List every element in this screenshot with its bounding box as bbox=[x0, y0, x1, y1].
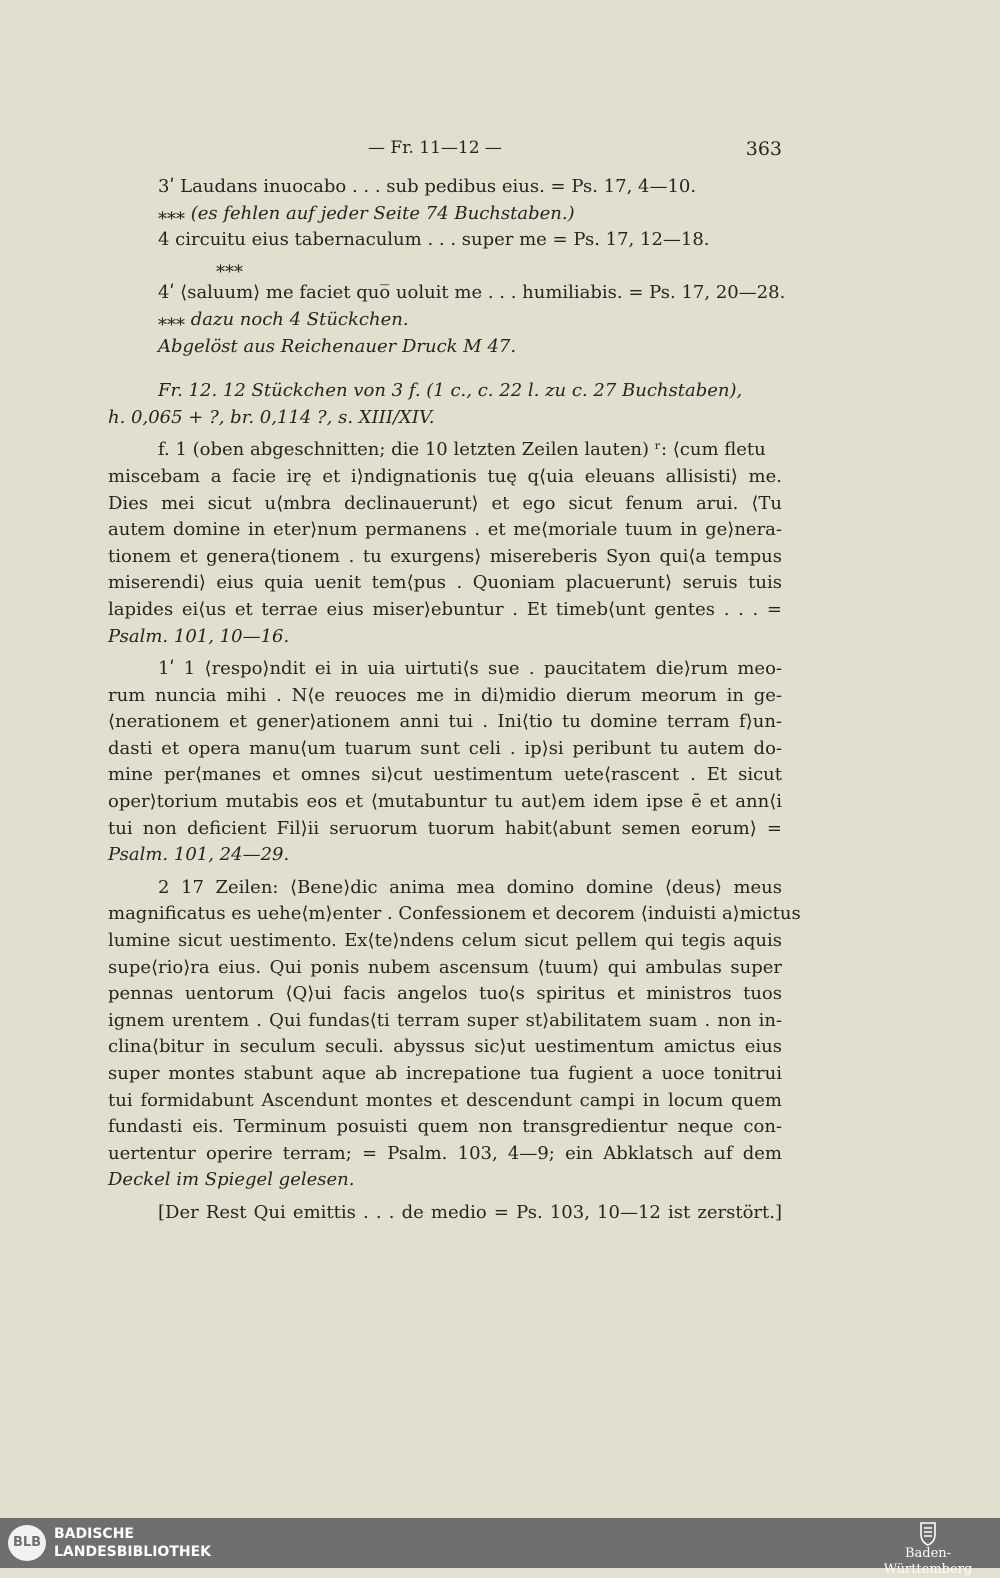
text-body bbox=[108, 174, 801, 1227]
asterism: ⁎⁎⁎ bbox=[216, 255, 243, 277]
text-line: ⁎⁎⁎ dazu noch 4 Stückchen. bbox=[158, 308, 409, 330]
text-line: lumine sicut uestimento. Ex⟨te⟩ndens celum sicut pellem qui tegis aquis bbox=[108, 930, 782, 952]
text-line: ⟨nerationem et gener⟩ationem anni tui . Ini⟨tio tu domine terram f⟩un- bbox=[108, 711, 782, 733]
running-title: — Fr. 11—12 — bbox=[368, 138, 502, 158]
text-line: Dies mei sicut u⟨mbra declinauerunt⟩ et ego sicut fenum arui. ⟨Tu bbox=[108, 492, 782, 514]
text-line: oper⟩torium mutabis eos et ⟨mutabuntur tu aut⟩em idem ipse ē et ann⟨i bbox=[108, 791, 782, 813]
text-line: [Der Rest Qui emittis . . . de medio = Ps. 103, 10—12 ist zerstört.] bbox=[158, 1201, 782, 1223]
text-line: miserendi⟩ eius quia uenit tem⟨pus . Quoniam placuerunt⟩ seruis tuis bbox=[108, 572, 782, 594]
text-line: 4ʹ ⟨saluum⟩ me faciet quo̅ uoluit me . . . humiliabis. = Ps. 17, 20—28. bbox=[158, 282, 786, 304]
text-line: Psalm. 101, 10—16. bbox=[108, 625, 290, 647]
library-name-line2: LANDESBIBLIOTHEK bbox=[54, 1544, 212, 1560]
text-line: Deckel im Spiegel gelesen. bbox=[108, 1169, 355, 1191]
section-heading-fr12: Fr. 12. 12 Stückchen von 3 f. (1 c., c. 22 l. zu c. 27 Buchstaben), bbox=[158, 380, 743, 402]
text-line: Abgelöst aus Reichenauer Druck M 47. bbox=[158, 335, 517, 357]
text-line: fundasti eis. Terminum posuisti quem non transgredientur neque con- bbox=[108, 1116, 782, 1138]
page-header bbox=[108, 138, 782, 162]
text-line: tui non deficient Fil⟩ii seruorum tuorum habit⟨abunt semen eorum⟩ = bbox=[108, 817, 782, 839]
text-line: supe⟨rio⟩ra eius. Qui ponis nubem ascensum ⟨tuum⟩ qui ambulas super bbox=[108, 956, 782, 978]
text-line: uertentur operire terram; = Psalm. 103, 4—9; ein Abklatsch auf dem bbox=[108, 1142, 782, 1164]
text-line: tionem et genera⟨tionem . tu exurgens⟩ misereberis Syon qui⟨a tempus bbox=[108, 545, 782, 567]
text-line: f. 1 (oben abgeschnitten; die 10 letzten Zeilen lauten) ʳ: ⟨cum fletu bbox=[158, 439, 766, 461]
coat-of-arms-icon bbox=[918, 1520, 938, 1546]
text-line: super montes stabunt aque ab increpatione tua fugient a uoce tonitrui bbox=[108, 1063, 782, 1084]
text-line: mine per⟨manes et omnes si⟩cut uestimentum uete⟨rascent . Et sicut bbox=[108, 764, 782, 786]
text-line: pennas uentorum ⟨Q⟩ui facis angelos tuo⟨s spiritus et ministros tuos bbox=[108, 983, 782, 1005]
text-line: Psalm. 101, 24—29. bbox=[108, 844, 290, 866]
baden-wuerttemberg-logo[interactable] bbox=[868, 1520, 988, 1577]
text-line: 2 17 Zeilen: ⟨Bene⟩dic anima mea domino domine ⟨deus⟩ meus bbox=[158, 876, 782, 898]
footer-bar bbox=[0, 1518, 1000, 1577]
text-line: rum nuncia mihi . N⟨e reuoces me in di⟩midio dierum meorum in ge- bbox=[108, 684, 782, 706]
text-line: miscebam a facie irę et i⟩ndignationis tuę q⟨uia eleuans allisisti⟩ me. bbox=[108, 465, 782, 487]
text-line: ⁎⁎⁎ (es fehlen auf jeder Seite 74 Buchstaben.) bbox=[158, 202, 575, 224]
library-name[interactable] bbox=[54, 1525, 211, 1561]
text-line: h. 0,065 + ?, br. 0,114 ?, s. XIII/XIV. bbox=[108, 406, 435, 428]
blb-logo[interactable]: BLB bbox=[8, 1525, 46, 1561]
text-line: lapides ei⟨us et terrae eius miser⟩ebuntur . Et timeb⟨unt gentes . . . = bbox=[108, 598, 782, 620]
text-line: 4 circuitu eius tabernaculum . . . super me = Ps. 17, 12—18. bbox=[158, 229, 710, 251]
text-line: 3ʹ Laudans inuocabo . . . sub pedibus eius. = Ps. 17, 4—10. bbox=[158, 176, 697, 197]
library-name-line1: BADISCHE bbox=[54, 1526, 134, 1542]
state-label: Baden-Württemberg bbox=[883, 1546, 973, 1577]
text-line: clina⟨bitur in seculum seculi. abyssus sic⟩ut uestimentum amictus eius bbox=[108, 1036, 782, 1058]
text-line: dasti et opera manu⟨um tuarum sunt celi . ip⟩si peribunt tu autem do- bbox=[108, 737, 782, 759]
text-line: 1ʹ 1 ⟨respo⟩ndit ei in uia uirtuti⟨s sue . paucitatem die⟩rum meo- bbox=[158, 658, 782, 680]
page-number: 363 bbox=[745, 138, 782, 160]
text-line: magnificatus es uehe⟨m⟩enter . Confessionem et decorem ⟨induisti a⟩mictus bbox=[108, 903, 801, 925]
text-line: tui formidabunt Ascendunt montes et descendunt campi in locum quem bbox=[108, 1089, 782, 1111]
text-line: autem domine in eter⟩num permanens . et me⟨moriale tuum in ge⟩nera- bbox=[108, 519, 782, 541]
text-line: ignem urentem . Qui fundas⟨ti terram super st⟩abilitatem suam . non in- bbox=[108, 1009, 782, 1031]
